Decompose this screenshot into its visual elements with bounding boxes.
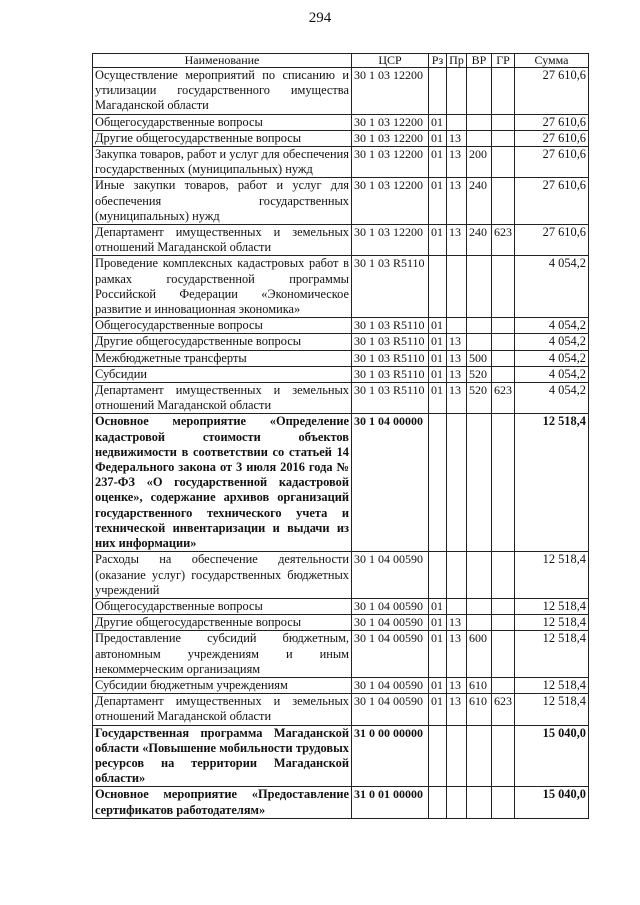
row-gr: 623	[492, 383, 515, 414]
budget-table	[92, 53, 589, 819]
row-sum: 27 610,6	[515, 114, 589, 130]
row-sum: 27 610,6	[515, 225, 589, 256]
row-csr: 31 0 01 00000	[352, 787, 429, 818]
table-row	[93, 130, 589, 146]
row-sum: 12 518,4	[515, 694, 589, 725]
row-rz: 01	[429, 366, 447, 382]
row-gr	[492, 350, 515, 366]
row-name: Расходы на обеспечение деятельности (оказание услуг) государственных бюджетных учреждений	[93, 552, 352, 599]
row-pr: 13	[447, 677, 467, 693]
row-pr	[447, 787, 467, 818]
row-pr: 13	[447, 147, 467, 178]
row-gr	[492, 787, 515, 818]
row-gr	[492, 631, 515, 678]
header-rz: Рз	[429, 54, 447, 68]
row-name: Закупка товаров, работ и услуг для обеспечения государственных (муниципальных) нужд	[93, 147, 352, 178]
row-sum: 12 518,4	[515, 677, 589, 693]
row-vr	[467, 552, 492, 599]
row-name: Осуществление мероприятий по списанию и утилизации государственного имущества Магаданской области	[93, 68, 352, 115]
row-pr: 13	[447, 366, 467, 382]
row-rz: 01	[429, 598, 447, 614]
row-vr: 610	[467, 677, 492, 693]
row-name: Департамент имущественных и земельных отношений Магаданской области	[93, 694, 352, 725]
row-name: Межбюджетные трансферты	[93, 350, 352, 366]
row-csr: 31 0 00 00000	[352, 725, 429, 787]
row-gr	[492, 677, 515, 693]
row-vr	[467, 334, 492, 350]
row-pr	[447, 114, 467, 130]
row-pr: 13	[447, 631, 467, 678]
row-pr: 13	[447, 334, 467, 350]
table-row	[93, 598, 589, 614]
row-gr	[492, 256, 515, 318]
row-sum: 4 054,2	[515, 383, 589, 414]
row-sum: 4 054,2	[515, 318, 589, 334]
row-pr: 13	[447, 383, 467, 414]
row-rz: 01	[429, 147, 447, 178]
row-sum: 4 054,2	[515, 366, 589, 382]
table-row	[93, 225, 589, 256]
row-name: Другие общегосударственные вопросы	[93, 130, 352, 146]
row-name: Иные закупки товаров, работ и услуг для обеспечения государственных (муниципальных) нужд	[93, 178, 352, 225]
row-name: Общегосударственные вопросы	[93, 114, 352, 130]
row-gr	[492, 414, 515, 552]
row-vr	[467, 598, 492, 614]
row-gr	[492, 615, 515, 631]
row-sum: 4 054,2	[515, 256, 589, 318]
table-row	[93, 147, 589, 178]
row-vr: 600	[467, 631, 492, 678]
row-vr: 240	[467, 225, 492, 256]
row-csr: 30 1 03 R5110	[352, 334, 429, 350]
row-pr	[447, 318, 467, 334]
row-rz: 01	[429, 631, 447, 678]
table-row	[93, 178, 589, 225]
table-row	[93, 631, 589, 678]
row-csr: 30 1 04 00590	[352, 694, 429, 725]
table-row	[93, 725, 589, 787]
row-pr: 13	[447, 178, 467, 225]
row-sum: 12 518,4	[515, 631, 589, 678]
header-pr: Пр	[447, 54, 467, 68]
table-row	[93, 68, 589, 115]
row-name: Общегосударственные вопросы	[93, 318, 352, 334]
row-vr	[467, 318, 492, 334]
row-vr: 500	[467, 350, 492, 366]
row-name: Основное мероприятие «Определение кадастровой стоимости объектов недвижимости в соответствии со статьей 14 Федерального закона от 3 июля 2016 года № 237-ФЗ «О государственной кадастровой оценке», содержание архивов организаций государственного технического учета и технической инвентаризации и выдачи из них информации»	[93, 414, 352, 552]
row-rz: 01	[429, 225, 447, 256]
row-gr	[492, 334, 515, 350]
row-csr: 30 1 03 R5110	[352, 366, 429, 382]
row-vr	[467, 130, 492, 146]
row-pr	[447, 414, 467, 552]
row-pr	[447, 256, 467, 318]
row-csr: 30 1 03 R5110	[352, 256, 429, 318]
row-vr: 200	[467, 147, 492, 178]
row-vr: 240	[467, 178, 492, 225]
row-csr: 30 1 03 12200	[352, 225, 429, 256]
row-sum: 4 054,2	[515, 350, 589, 366]
table-row	[93, 615, 589, 631]
row-sum: 15 040,0	[515, 787, 589, 818]
row-pr	[447, 552, 467, 599]
row-gr	[492, 366, 515, 382]
row-name: Предоставление субсидий бюджетным, автономным учреждениям и иным некоммерческим организациям	[93, 631, 352, 678]
row-rz	[429, 414, 447, 552]
table-row	[93, 677, 589, 693]
row-rz: 01	[429, 677, 447, 693]
table-body	[93, 68, 589, 819]
row-gr	[492, 725, 515, 787]
row-rz	[429, 787, 447, 818]
row-rz: 01	[429, 114, 447, 130]
row-name: Другие общегосударственные вопросы	[93, 334, 352, 350]
row-rz: 01	[429, 130, 447, 146]
row-sum: 12 518,4	[515, 552, 589, 599]
row-csr: 30 1 04 00590	[352, 598, 429, 614]
row-csr: 30 1 03 R5110	[352, 383, 429, 414]
row-pr	[447, 598, 467, 614]
row-rz: 01	[429, 318, 447, 334]
row-csr: 30 1 03 12200	[352, 114, 429, 130]
row-gr: 623	[492, 694, 515, 725]
row-sum: 27 610,6	[515, 130, 589, 146]
row-vr: 610	[467, 694, 492, 725]
row-pr: 13	[447, 694, 467, 725]
row-csr: 30 1 03 12200	[352, 178, 429, 225]
row-sum: 12 518,4	[515, 414, 589, 552]
header-gr: ГР	[492, 54, 515, 68]
row-pr	[447, 68, 467, 115]
row-sum: 4 054,2	[515, 334, 589, 350]
table-row	[93, 114, 589, 130]
table-row	[93, 383, 589, 414]
row-vr	[467, 787, 492, 818]
row-vr	[467, 414, 492, 552]
page-number: 294	[308, 10, 332, 26]
row-gr	[492, 114, 515, 130]
row-gr	[492, 130, 515, 146]
row-rz: 01	[429, 334, 447, 350]
row-name: Другие общегосударственные вопросы	[93, 615, 352, 631]
row-csr: 30 1 03 12200	[352, 130, 429, 146]
header-vr: ВР	[467, 54, 492, 68]
table-row	[93, 694, 589, 725]
row-sum: 12 518,4	[515, 615, 589, 631]
row-gr: 623	[492, 225, 515, 256]
row-csr: 30 1 03 R5110	[352, 318, 429, 334]
row-sum: 12 518,4	[515, 598, 589, 614]
header-csr: ЦСР	[352, 54, 429, 68]
row-gr	[492, 598, 515, 614]
row-vr: 520	[467, 383, 492, 414]
row-gr	[492, 147, 515, 178]
header-name: Наименование	[93, 54, 352, 68]
row-rz: 01	[429, 350, 447, 366]
header-sum: Сумма	[515, 54, 589, 68]
table-row	[93, 318, 589, 334]
table-row	[93, 366, 589, 382]
row-sum: 27 610,6	[515, 68, 589, 115]
row-pr: 13	[447, 130, 467, 146]
table-row	[93, 414, 589, 552]
row-csr: 30 1 03 R5110	[352, 350, 429, 366]
row-name: Государственная программа Магаданской области «Повышение мобильности трудовых ресурсов на территории Магаданской области»	[93, 725, 352, 787]
row-name: Основное мероприятие «Предоставление сертификатов работодателям»	[93, 787, 352, 818]
row-name: Субсидии бюджетным учреждениям	[93, 677, 352, 693]
row-sum: 27 610,6	[515, 178, 589, 225]
row-vr	[467, 114, 492, 130]
row-name: Департамент имущественных и земельных отношений Магаданской области	[93, 225, 352, 256]
row-rz: 01	[429, 615, 447, 631]
row-sum: 15 040,0	[515, 725, 589, 787]
row-rz	[429, 725, 447, 787]
table-row	[93, 350, 589, 366]
row-rz: 01	[429, 383, 447, 414]
row-rz	[429, 68, 447, 115]
row-rz	[429, 552, 447, 599]
row-gr	[492, 68, 515, 115]
row-vr	[467, 725, 492, 787]
row-name: Департамент имущественных и земельных отношений Магаданской области	[93, 383, 352, 414]
row-csr: 30 1 03 12200	[352, 68, 429, 115]
row-csr: 30 1 04 00590	[352, 677, 429, 693]
row-name: Субсидии	[93, 366, 352, 382]
row-vr	[467, 615, 492, 631]
table-row	[93, 256, 589, 318]
row-csr: 30 1 04 00590	[352, 552, 429, 599]
row-gr	[492, 178, 515, 225]
row-csr: 30 1 04 00590	[352, 615, 429, 631]
row-gr	[492, 318, 515, 334]
row-vr	[467, 256, 492, 318]
row-pr: 13	[447, 225, 467, 256]
row-name: Общегосударственные вопросы	[93, 598, 352, 614]
row-rz: 01	[429, 178, 447, 225]
row-rz	[429, 256, 447, 318]
row-pr	[447, 725, 467, 787]
row-csr: 30 1 04 00000	[352, 414, 429, 552]
row-pr: 13	[447, 350, 467, 366]
row-sum: 27 610,6	[515, 147, 589, 178]
row-vr: 520	[467, 366, 492, 382]
row-csr: 30 1 03 12200	[352, 147, 429, 178]
table-row	[93, 787, 589, 818]
row-name: Проведение комплексных кадастровых работ в рамках государственной программы Российской Федерации «Экономическое развитие и инновационная экономика»	[93, 256, 352, 318]
row-vr	[467, 68, 492, 115]
row-rz: 01	[429, 694, 447, 725]
table-row	[93, 334, 589, 350]
table-row	[93, 552, 589, 599]
row-gr	[492, 552, 515, 599]
table-header-row	[93, 54, 589, 68]
row-csr: 30 1 04 00590	[352, 631, 429, 678]
row-pr: 13	[447, 615, 467, 631]
